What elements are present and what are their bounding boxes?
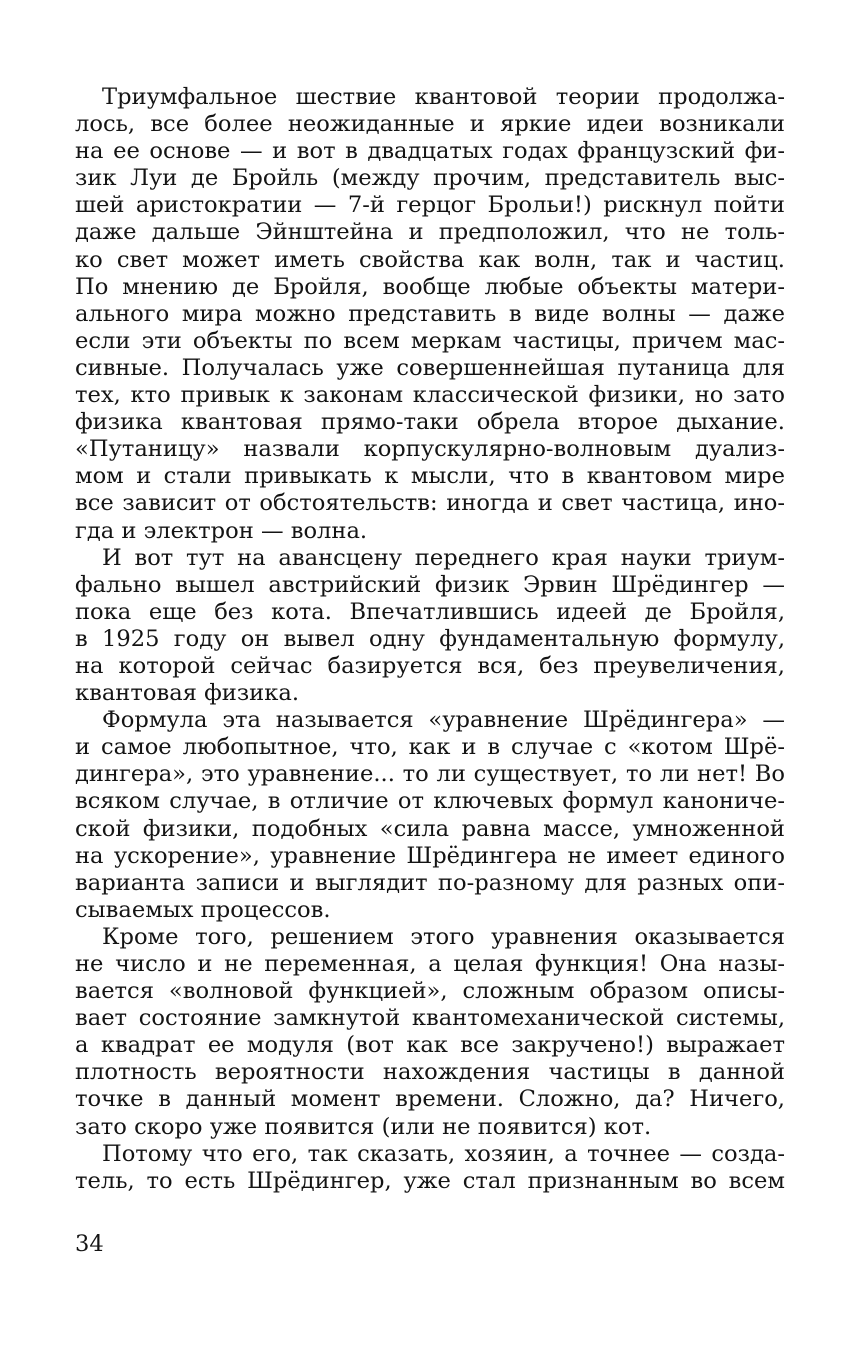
text-line: «Путаницу» назвали корпускулярно-волновым дуализ- <box>75 436 785 463</box>
text-line: и самое любопытное, что, как и в случае с «котом Шрё- <box>75 734 785 761</box>
text-line: не число и не переменная, а целая функция! Она назы- <box>75 951 785 977</box>
text-line: точке в данный момент времени. Сложно, да? Ничего, <box>75 1086 785 1113</box>
text-line: По мнению де Бройля, вообще любые объекты матери- <box>75 273 785 300</box>
text-line: тель, то есть Шрёдингер, уже стал признанным во всем <box>75 1167 785 1194</box>
text-line: вает состояние замкнутой квантомеханической системы, <box>75 1005 785 1032</box>
text-line: мом и стали привыкать к мысли, что в квантовом мире <box>75 463 785 490</box>
text-line: если эти объекты по всем меркам частицы, причем мас- <box>75 327 785 354</box>
text-line: даже дальше Эйнштейна и предположил, что не толь- <box>75 219 785 246</box>
paragraph-cat-owner <box>75 1141 785 1195</box>
text-line: И вот тут на авансцену переднего края науки триум- <box>102 544 785 571</box>
text-line: фально вышел австрийский физик Эрвин Шрёдингер — <box>75 571 785 598</box>
paragraph-schrodinger <box>75 545 785 708</box>
text-line: тех, кто привык к законам классической физики, но зато <box>75 382 785 409</box>
text-line: а квадрат ее модуля (вот как все закручено!) выражает <box>75 1032 785 1059</box>
text-line: зато скоро уже появится (или не появится) кот. <box>75 1113 652 1140</box>
text-line: шей аристократии — 7-й герцог Брольи!) рискнул пойти <box>75 192 785 219</box>
text-line: ко свет может иметь свойства как волн, так и частиц. <box>75 246 785 273</box>
text-line: зик Луи де Бройль (между прочим, представитель выс- <box>75 165 785 192</box>
body-text <box>75 84 785 1195</box>
paragraph-wave-function <box>75 924 785 1141</box>
text-line: дингера», это уравнение... то ли существует, то ли нет! Во <box>75 761 785 788</box>
text-line: на ее основе — и вот в двадцатых годах французский фи- <box>75 138 785 165</box>
text-line: сивные. Получалась уже совершеннейшая путаница для <box>75 354 785 381</box>
text-line: ального мира можно представить в виде волны — даже <box>75 300 785 327</box>
text-line: все зависит от обстоятельств: иногда и свет частица, ино- <box>75 490 785 517</box>
text-line: Потому что его, так сказать, хозяин, а точнее — созда- <box>102 1140 785 1167</box>
text-line: в 1925 году он вывел одну фундаментальную формулу, <box>75 625 785 652</box>
paragraph-equation <box>75 707 785 924</box>
text-line: лось, все более неожиданные и яркие идеи возникали <box>75 111 785 138</box>
text-line: квантовая физика. <box>75 680 299 707</box>
text-line: на которой сейчас базируется вся, без преувеличения, <box>75 652 785 679</box>
text-line: вается «волновой функцией», сложным образом описы- <box>75 978 785 1005</box>
text-line: пока еще без кота. Впечатлившись идеей де Бройля, <box>75 598 785 625</box>
text-line: всяком случае, в отличие от ключевых формул канониче- <box>75 788 785 815</box>
text-line: варианта записи и выглядит по-разному для разных опи- <box>75 869 785 896</box>
text-line: Формула эта называется «уравнение Шрёдингера» — <box>102 707 785 734</box>
text-line: плотность вероятности нахождения частицы в данной <box>75 1059 785 1086</box>
text-line: Кроме того, решением этого уравнения оказывается <box>102 923 785 950</box>
page-number: 34 <box>75 1231 104 1257</box>
text-line: гда и электрон — волна. <box>75 517 368 544</box>
text-line: ской физики, подобных «сила равна массе, умноженной <box>75 815 785 842</box>
paragraph-de-broglie <box>75 84 785 545</box>
text-line: физика квантовая прямо-таки обрела второе дыхание. <box>75 409 785 436</box>
text-line: сываемых процессов. <box>75 896 331 923</box>
text-line: Триумфальное шествие квантовой теории продолжа- <box>102 84 785 110</box>
text-line: на ускорение», уравнение Шрёдингера не имеет единого <box>75 842 785 869</box>
